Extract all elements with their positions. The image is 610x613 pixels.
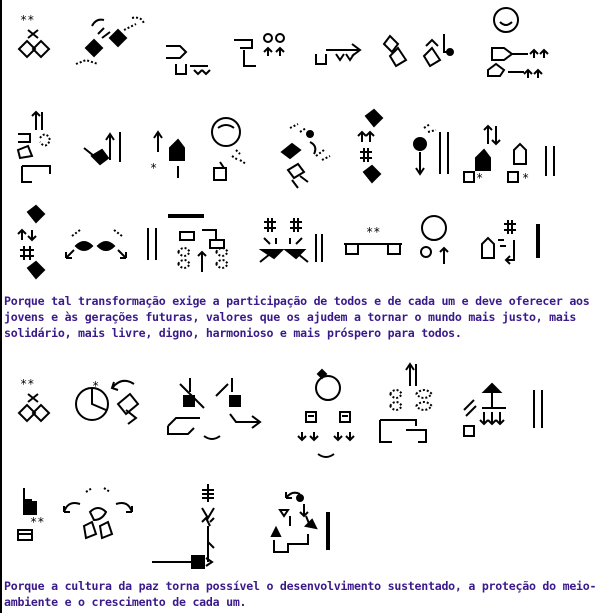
sign-glyph-r3-8 [476,218,546,270]
svg-text:*: * [150,161,158,175]
sign-glyph-r2-5 [270,120,340,192]
paragraph-1: Porque tal transformação exige a participação de todos e de cada um e deve oferecer aos jovens e às gerações futuras, valores que os ajudem a tornar o mundo mais justo, mais solidário, mais livre, digno, harmonioso e mais próspero para todos. [4,294,590,340]
sign-glyph-r3-1 [14,206,54,282]
sign-glyph-r3-5 [256,214,328,266]
sign-glyph-r4-1 [14,378,58,422]
sign-glyph-r4-6 [460,380,552,440]
sign-glyph-r2-4 [206,116,254,182]
sign-glyph-r3-7 [416,214,460,268]
sign-glyph-r2-1 [12,110,62,188]
sign-glyph-r2-8 [460,124,572,186]
svg-text:**: ** [366,225,381,239]
paragraph-2: Porque a cultura da paz torna possível o desenvolvimento sustentado, a proteção do meio-ambiente e o crescimento de cada um. [4,579,597,609]
sign-glyph-r4-4 [288,370,364,462]
sign-glyph-r1-3 [160,36,218,78]
sign-glyph-r1-7 [484,6,558,82]
sign-glyph-r1-4 [230,30,290,76]
sign-glyph-r3-2 [62,228,132,264]
svg-text:**: ** [20,13,35,27]
svg-text:**: ** [30,515,45,529]
sign-glyph-r4-2 [72,374,154,428]
sign-glyph-r3-6 [342,224,406,256]
svg-text:*: * [92,379,100,393]
sign-glyph-r3-4 [166,212,240,276]
sign-glyph-r1-6 [380,30,462,72]
sign-glyph-r5-2 [60,486,136,546]
sign-glyph-r5-3 [150,482,226,578]
sign-glyph-r2-2 [80,130,130,174]
sign-glyph-r2-7 [408,122,454,180]
sign-glyph-r1-2 [72,14,154,70]
sign-glyph-r1-5 [312,36,368,70]
sign-glyph-r4-5 [376,362,440,448]
page-left-border [0,0,2,613]
sign-glyph-r5-4 [264,486,336,556]
sign-glyph-r2-6 [354,108,394,186]
sign-glyph-r1-1 [14,14,58,58]
sign-glyph-r5-1 [14,484,54,544]
svg-text:*: * [522,171,530,185]
svg-text:*: * [476,171,484,185]
svg-text:**: ** [20,377,35,391]
sign-glyph-r3-3 [144,226,160,262]
sign-glyph-r4-3 [160,378,266,444]
sign-glyph-r2-3 [148,130,194,182]
